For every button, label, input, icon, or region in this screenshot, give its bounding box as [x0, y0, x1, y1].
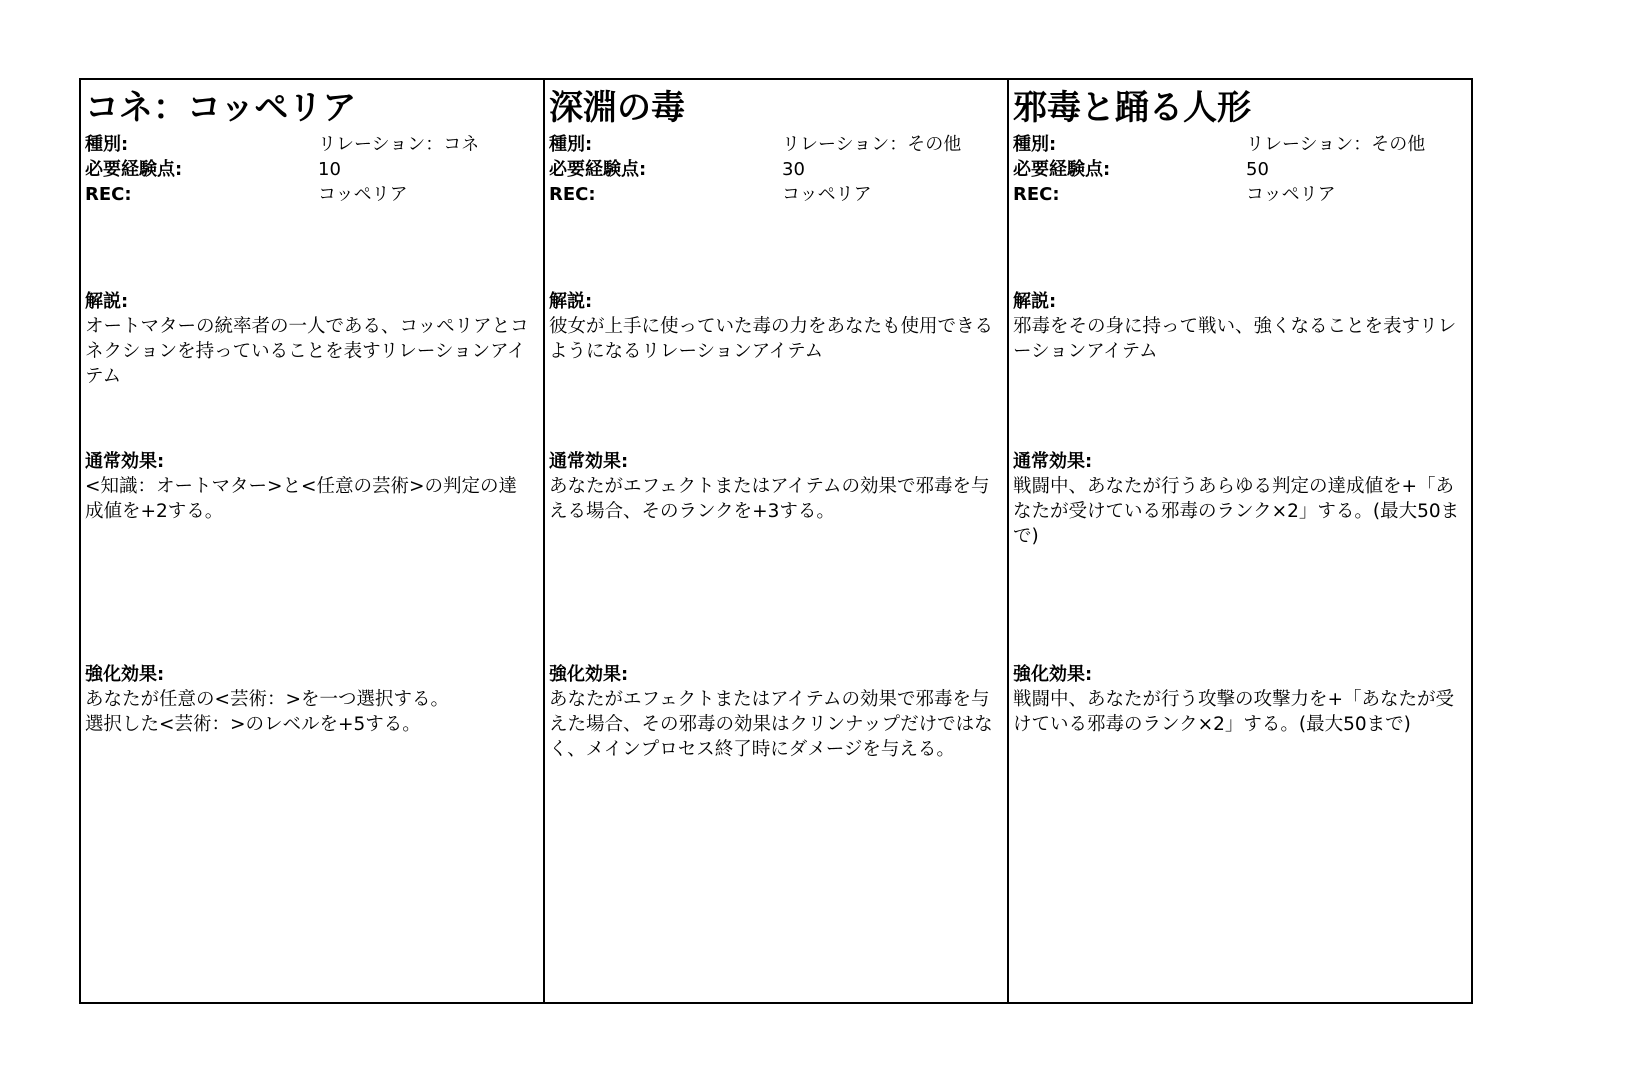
boost-effect-section [85, 663, 535, 737]
normal-effect-section [549, 450, 999, 524]
card-meta [85, 132, 537, 207]
boost-effect-label: 強化効果: [85, 664, 165, 685]
description-label: 解説: [85, 291, 129, 312]
description-text: 彼女が上手に使っていた毒の力をあなたも使用できるようになるリレーションアイテム [549, 316, 994, 362]
exp-value: 50 [1246, 159, 1269, 180]
boost-effect-label: 強化効果: [1013, 664, 1093, 685]
exp-value: 30 [782, 159, 805, 180]
type-value: リレーション：コネ [318, 134, 480, 155]
normal-effect-label: 通常効果: [1013, 451, 1093, 472]
exp-value: 10 [318, 159, 341, 180]
normal-effect-text: あなたがエフェクトまたはアイテムの効果で邪毒を与える場合、そのランクを+3する。 [549, 476, 990, 522]
item-card-sheet [79, 78, 1473, 1004]
description-section [1013, 290, 1463, 364]
description-text: 邪毒をその身に持って戦い、強くなることを表すリレーションアイテム [1013, 316, 1457, 362]
description-label: 解説: [1013, 291, 1057, 312]
type-label: 種別: [549, 134, 593, 155]
exp-label: 必要経験点: [85, 159, 183, 180]
item-card [543, 80, 1007, 1002]
exp-label: 必要経験点: [549, 159, 647, 180]
type-label: 種別: [85, 134, 129, 155]
type-value: リレーション：その他 [1246, 134, 1426, 155]
description-section [85, 290, 535, 389]
card-meta [1013, 132, 1465, 207]
boost-effect-text: あなたが任意の<芸術：>を一つ選択する。 選択した<芸術：>のレベルを+5する。 [85, 689, 450, 735]
description-label: 解説: [549, 291, 593, 312]
rec-value: コッペリア [1246, 184, 1336, 205]
normal-effect-text: <知識：オートマター>と<任意の芸術>の判定の達成値を+2する。 [85, 476, 518, 522]
rec-value: コッペリア [782, 184, 872, 205]
boost-effect-section [1013, 663, 1463, 737]
type-label: 種別: [1013, 134, 1057, 155]
rec-label: REC: [549, 184, 596, 205]
boost-effect-section [549, 663, 999, 762]
card-meta [549, 132, 1001, 207]
description-section [549, 290, 999, 364]
normal-effect-label: 通常効果: [85, 451, 165, 472]
rec-label: REC: [1013, 184, 1060, 205]
item-card [1007, 80, 1471, 1002]
description-text: オートマターの統率者の一人である、コッペリアとコネクションを持っていることを表すリレーションアイテム [85, 316, 529, 387]
boost-effect-text: あなたがエフェクトまたはアイテムの効果で邪毒を与えた場合、その邪毒の効果はクリンナップだけではなく、メインプロセス終了時にダメージを与える。 [549, 689, 993, 760]
normal-effect-section [85, 450, 535, 524]
item-card [81, 80, 543, 1002]
normal-effect-text: 戦闘中、あなたが行うあらゆる判定の達成値を+「あなたが受けている邪毒のランク×2」する。(最大50まで) [1013, 476, 1460, 547]
normal-effect-label: 通常効果: [549, 451, 629, 472]
boost-effect-text: 戦闘中、あなたが行う攻撃の攻撃力を+「あなたが受けている邪毒のランク×2」する。(最大50まで) [1013, 689, 1455, 735]
card-title: コネ：コッペリア [85, 88, 357, 128]
card-title: 深淵の毒 [549, 88, 685, 128]
rec-label: REC: [85, 184, 132, 205]
exp-label: 必要経験点: [1013, 159, 1111, 180]
normal-effect-section [1013, 450, 1463, 549]
boost-effect-label: 強化効果: [549, 664, 629, 685]
card-title: 邪毒と踊る人形 [1013, 88, 1251, 128]
rec-value: コッペリア [318, 184, 408, 205]
type-value: リレーション：その他 [782, 134, 962, 155]
